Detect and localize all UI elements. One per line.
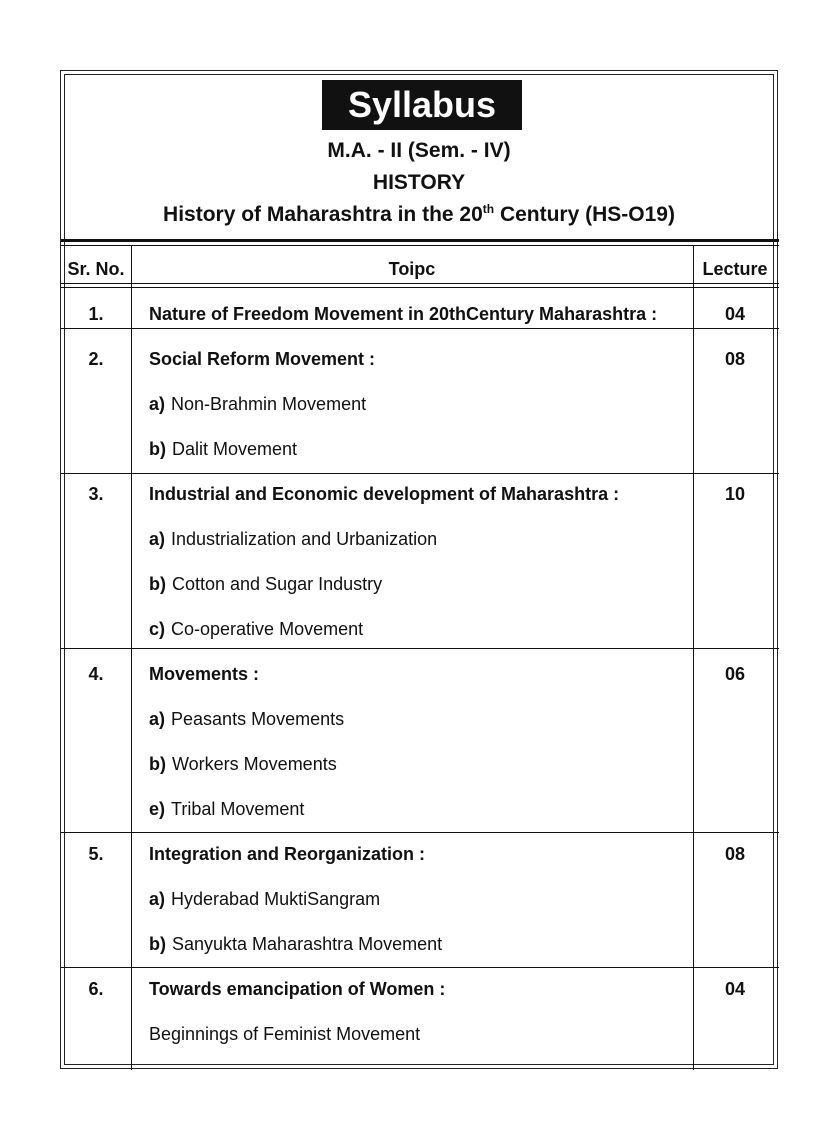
row-6-sub-text: Beginnings of Feminist Movement (149, 1024, 421, 1044)
row-5-sub-b (149, 934, 442, 955)
row-3-sr-no: 3. (88, 484, 104, 504)
row-3-divider (61, 648, 779, 649)
course-title: M.A. - II (Sem. - IV) (327, 139, 511, 162)
row-5-sub-a-text: Hyderabad MuktiSangram (171, 889, 381, 909)
syllabus-badge: Syllabus (322, 80, 522, 130)
row-4-sub-b-label: b) (149, 754, 166, 774)
syllabus-inner-frame (64, 74, 774, 1065)
row-1-sr-no: 1. (88, 304, 104, 324)
row-5-divider (61, 967, 779, 968)
row-4-sr-no: 4. (88, 664, 104, 684)
column-header-sr-no: Sr. No. (67, 259, 125, 279)
paper-title (65, 203, 773, 227)
row-2-sub-b-label: b) (149, 439, 166, 459)
row-5-sub-b-label: b) (149, 934, 166, 954)
row-5-title: Integration and Reorganization : (149, 844, 426, 864)
row-1-title: Nature of Freedom Movement in 20thCentury Maharashtra : (149, 304, 658, 324)
row-2-sub-a (149, 394, 366, 415)
row-2-sub-a-text: Non-Brahmin Movement (171, 394, 367, 414)
row-4-sub-b (149, 754, 337, 775)
header-divider-thin (61, 245, 779, 246)
row-3-sub-a (149, 529, 437, 550)
column-header-divider-1 (61, 283, 779, 284)
paper-title-prefix: History of Maharashtra in the 20 (163, 203, 483, 226)
row-4-lecture: 06 (724, 664, 746, 684)
row-3-sub-c-label: c) (149, 619, 166, 639)
row-4-divider (61, 832, 779, 833)
row-2-sub-b-text: Dalit Movement (172, 439, 298, 459)
row-1-divider (61, 328, 779, 329)
row-2-lecture: 08 (724, 349, 746, 369)
row-1-lecture: 04 (724, 304, 746, 324)
syllabus-frame (60, 70, 778, 1069)
row-4-sub-e-text: Tribal Movement (171, 799, 305, 819)
row-6-title: Towards emancipation of Women : (149, 979, 446, 999)
row-4-sub-e-label: e) (149, 799, 166, 819)
row-2-sr-no: 2. (88, 349, 104, 369)
row-5-sr-no: 5. (88, 844, 104, 864)
paper-title-superscript: th (482, 202, 495, 216)
row-4-sub-a-label: a) (149, 709, 166, 729)
column-header-lecture: Lecture (702, 259, 768, 279)
row-6-lecture: 04 (724, 979, 746, 999)
row-2-sub-a-label: a) (149, 394, 166, 414)
row-3-sub-a-text: Industrialization and Urbanization (171, 529, 438, 549)
row-3-title: Industrial and Economic development of Maharashtra : (149, 484, 620, 504)
row-5-sub-b-text: Sanyukta Maharashtra Movement (172, 934, 443, 954)
column-separator-right (693, 246, 694, 1070)
row-4-sub-a (149, 709, 344, 730)
row-4-sub-a-text: Peasants Movements (171, 709, 345, 729)
row-3-sub-c (149, 619, 363, 640)
row-3-sub-c-text: Co-operative Movement (171, 619, 364, 639)
row-3-sub-b-text: Cotton and Sugar Industry (172, 574, 383, 594)
row-3-sub-b-label: b) (149, 574, 166, 594)
row-5-sub-a-label: a) (149, 889, 166, 909)
row-2-sub-b (149, 439, 297, 460)
row-4-title: Movements : (149, 664, 260, 684)
row-2-title: Social Reform Movement : (149, 349, 376, 369)
row-3-sub-a-label: a) (149, 529, 166, 549)
column-separator-left (131, 246, 132, 1070)
header-divider-thick (61, 239, 779, 242)
syllabus-header (65, 75, 773, 243)
row-3-lecture: 10 (724, 484, 746, 504)
row-3-sub-b (149, 574, 382, 595)
row-5-lecture: 08 (724, 844, 746, 864)
column-header-topic: Toipc (388, 259, 436, 279)
row-2-divider (61, 473, 779, 474)
subject-title: HISTORY (372, 171, 466, 194)
paper-title-suffix: Century (HS-O19) (494, 203, 675, 226)
row-5-sub-a (149, 889, 380, 910)
column-header-divider-2 (61, 287, 779, 288)
row-4-sub-b-text: Workers Movements (172, 754, 337, 774)
row-6-sr-no: 6. (88, 979, 104, 999)
row-4-sub-e (149, 799, 304, 820)
